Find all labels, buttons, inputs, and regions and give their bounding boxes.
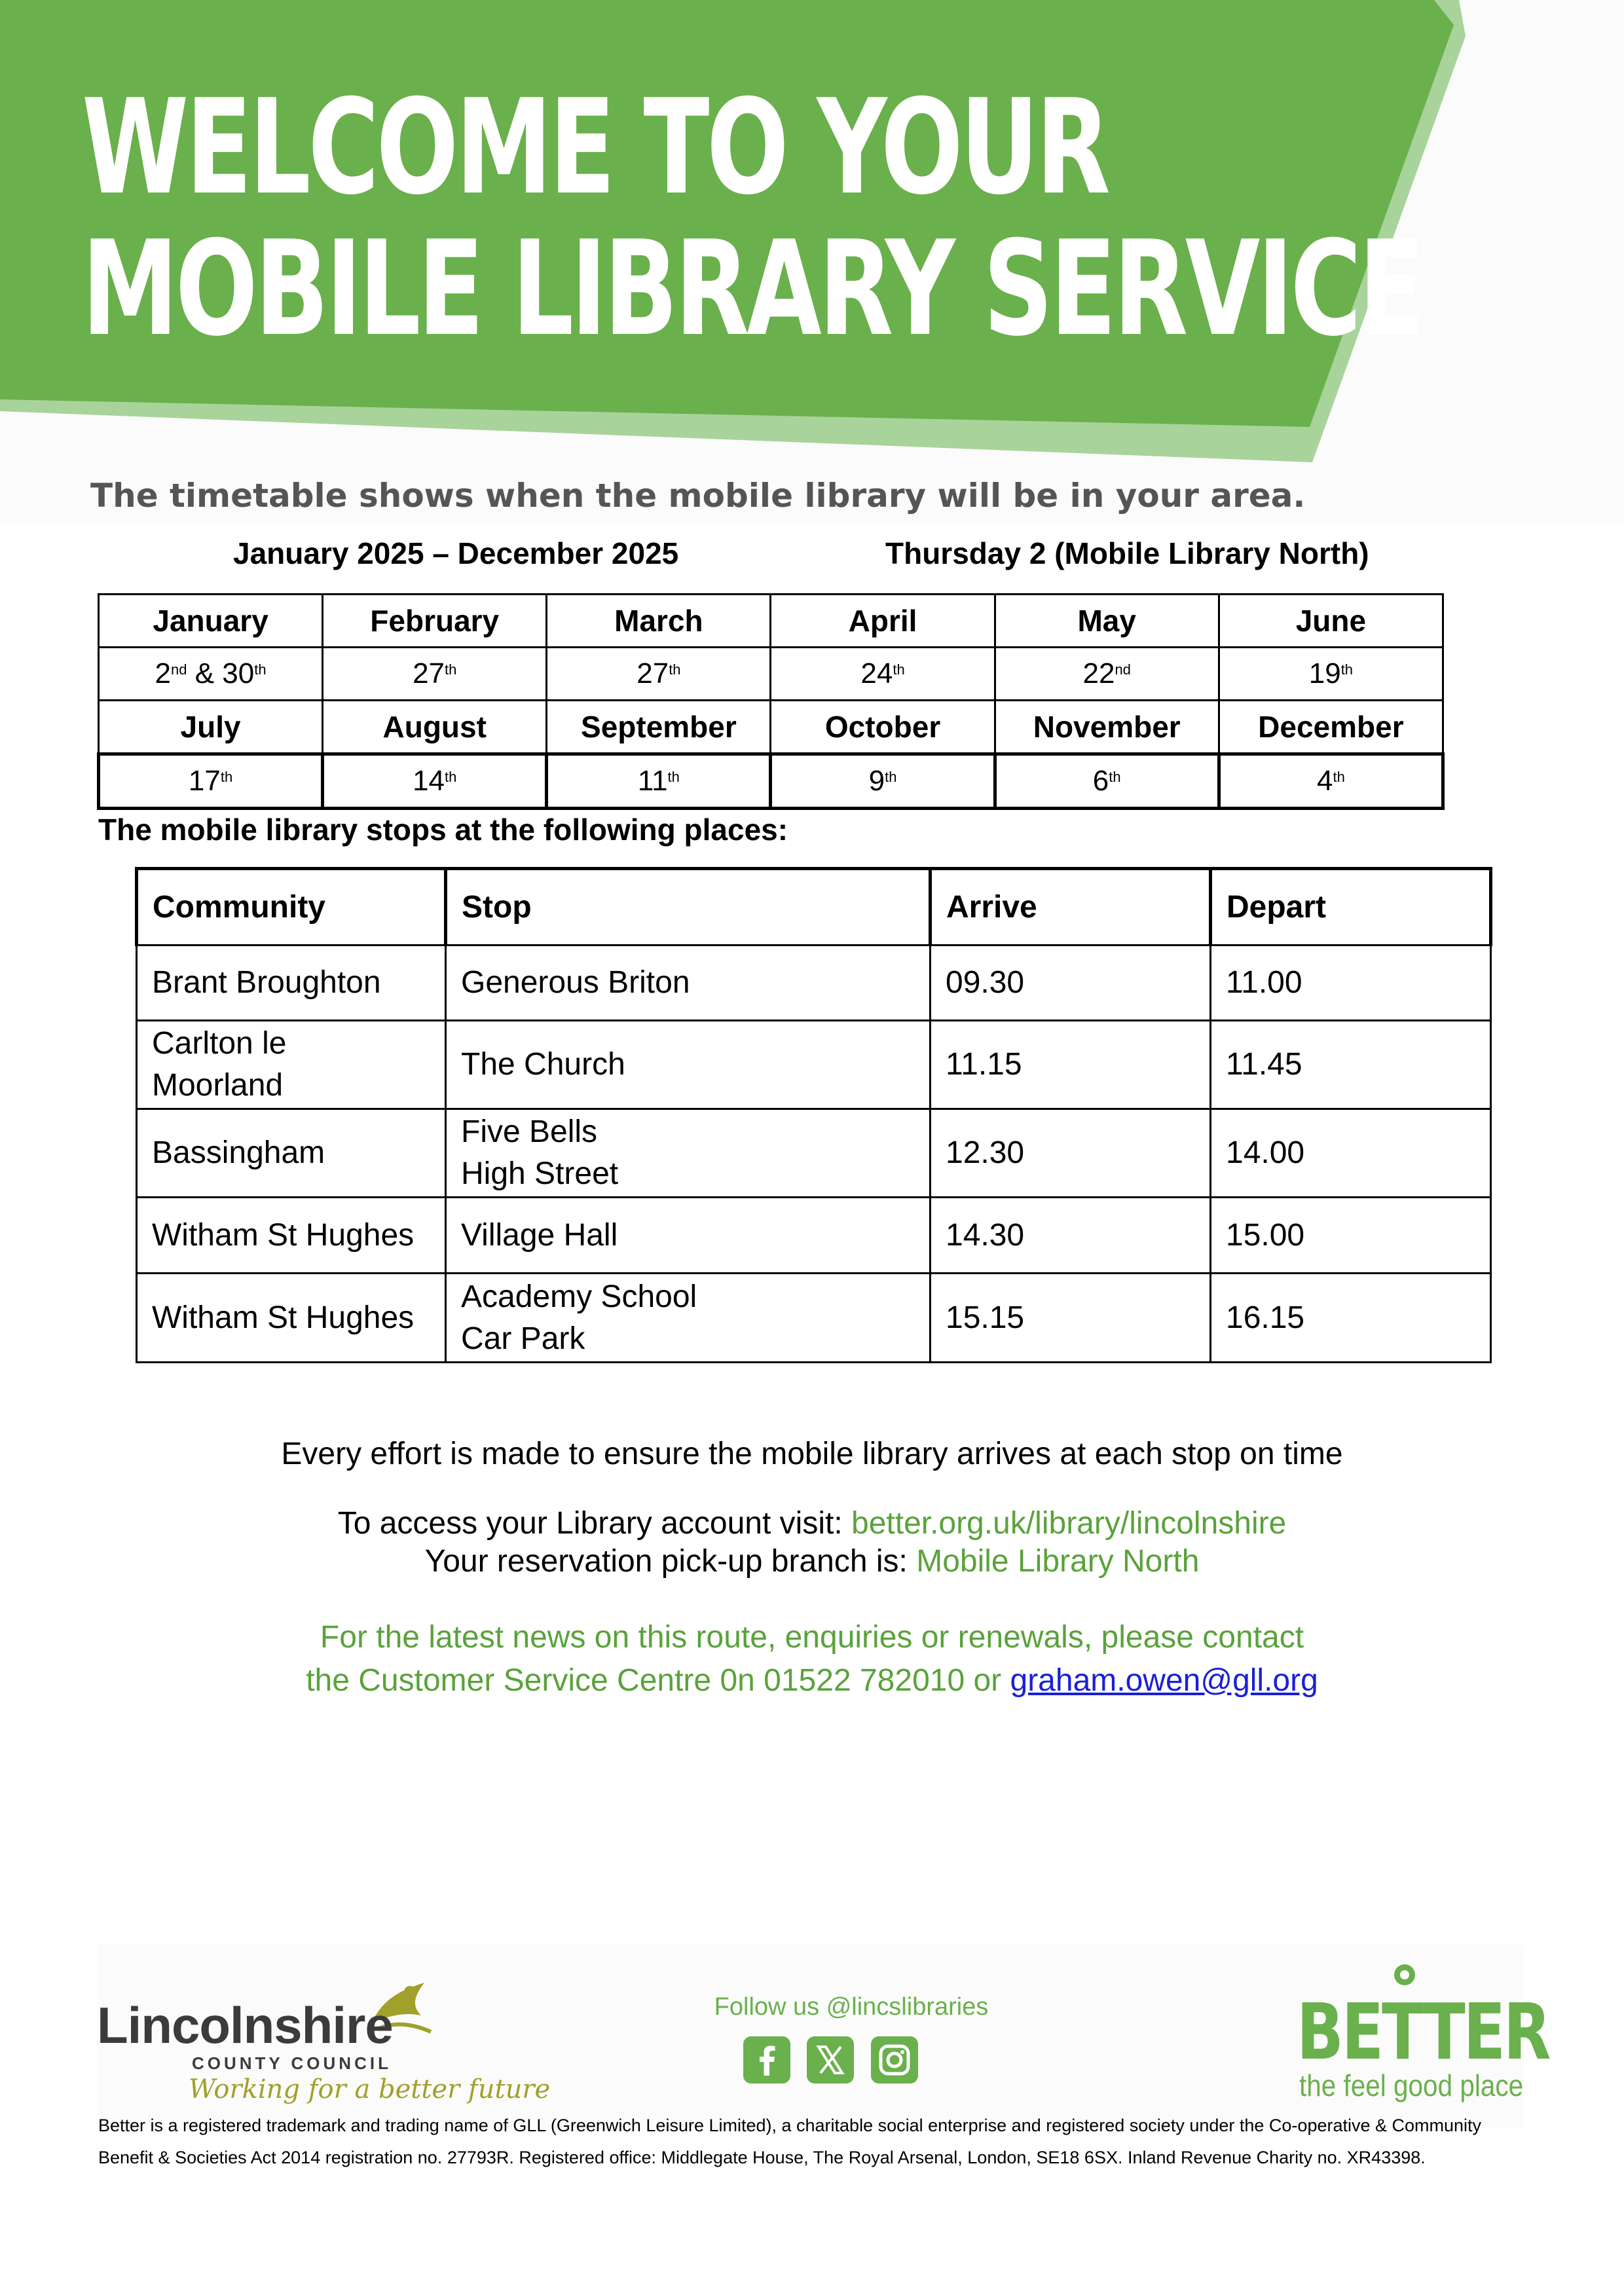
month-cell: December <box>1219 701 1443 754</box>
date-day: 27 <box>413 657 445 689</box>
arrive-cell: 15.15 <box>931 1274 1211 1363</box>
contact-note <box>0 1662 1624 1700</box>
stops-header-row <box>137 869 1491 946</box>
lcc-tagline: Working for a better future <box>189 2074 551 2104</box>
date-day: 14 <box>413 765 445 797</box>
date-suffix: th <box>669 661 681 678</box>
access-note <box>0 1505 1624 1543</box>
month-cell: June <box>1219 595 1443 648</box>
table-row <box>137 1109 1491 1198</box>
date-suffix: th <box>1333 769 1345 785</box>
month-cell: January <box>99 595 323 648</box>
table-row <box>137 1274 1491 1363</box>
date-day: 27 <box>637 657 669 689</box>
arrive-cell: 09.30 <box>931 946 1211 1021</box>
month-cell: August <box>323 701 547 754</box>
stop-cell: Academy School Car Park <box>446 1274 931 1363</box>
table-row <box>137 1021 1491 1109</box>
date-suffix: th <box>254 661 267 678</box>
page-title <box>82 71 1422 365</box>
stop-cell: The Church <box>446 1021 931 1109</box>
date-day: 24 <box>860 657 893 689</box>
date-suffix: nd <box>171 661 187 678</box>
date-suffix: th <box>220 769 233 785</box>
schedule-period: January 2025 – December 2025 <box>233 536 679 570</box>
library-account-link[interactable]: better.org.uk/library/lincolnshire <box>851 1506 1287 1541</box>
depart-cell: 14.00 <box>1211 1109 1491 1198</box>
date-suffix: th <box>1109 769 1121 785</box>
access-prefix: To access your Library account visit: <box>337 1506 851 1541</box>
pickup-branch: Mobile Library North <box>916 1544 1200 1579</box>
month-cell: October <box>771 701 995 754</box>
depart-cell: 11.45 <box>1211 1021 1491 1109</box>
date-cell <box>323 648 547 701</box>
depart-cell: 11.00 <box>1211 946 1491 1021</box>
community-cell: Brant Broughton <box>137 946 446 1021</box>
month-cell: November <box>995 701 1219 754</box>
calendar-dates-row <box>99 648 1443 701</box>
stop-cell: Generous Briton <box>446 946 931 1021</box>
arrive-cell: 14.30 <box>931 1198 1211 1274</box>
date-suffix: th <box>1340 661 1354 678</box>
contact-email-link[interactable]: graham.owen@gll.org <box>1010 1663 1318 1698</box>
table-row <box>137 1198 1491 1274</box>
community-cell: Witham St Hughes <box>137 1198 446 1274</box>
date-cell <box>771 648 995 701</box>
table-row <box>137 946 1491 1021</box>
stops-table <box>135 867 1492 1363</box>
date-day: 17 <box>188 765 221 797</box>
better-tagline: the feel good place <box>1299 2068 1524 2102</box>
instagram-icon[interactable] <box>871 2036 918 2084</box>
schedule-route: Thursday 2 (Mobile Library North) <box>885 536 1369 570</box>
date-cell <box>99 754 323 809</box>
column-header: Community <box>137 869 446 946</box>
arrive-cell: 11.15 <box>931 1021 1211 1109</box>
date-cell <box>547 754 771 809</box>
month-cell: September <box>547 701 771 754</box>
arrive-cell: 12.30 <box>931 1109 1211 1198</box>
x-icon[interactable] <box>807 2036 854 2084</box>
lcc-name: Lincolnshire <box>97 1996 393 2054</box>
date-cell <box>323 754 547 809</box>
calendar-months-row <box>99 701 1443 754</box>
date-suffix: th <box>885 769 897 785</box>
month-cell: February <box>323 595 547 648</box>
date-suffix: th <box>667 769 680 785</box>
pickup-note <box>0 1543 1624 1581</box>
stop-cell: Five Bells High Street <box>446 1109 931 1198</box>
community-cell: Carlton le Moorland <box>137 1021 446 1109</box>
date-day: 6 <box>1092 765 1109 797</box>
follow-us-text: Follow us @lincslibraries <box>714 1993 989 2021</box>
title-line-2: MOBILE LIBRARY SERVICE <box>82 213 1422 365</box>
contact-line-2: the Customer Service Centre 0n 01522 782010 or <box>306 1663 1010 1698</box>
date-cell <box>547 648 771 701</box>
column-header: Stop <box>446 869 931 946</box>
date-cell <box>995 754 1219 809</box>
facebook-icon[interactable] <box>743 2036 790 2084</box>
better-logo <box>1297 1963 1549 2120</box>
header-banner <box>0 0 1624 524</box>
column-header: Depart <box>1211 869 1491 946</box>
contact-line-1: For the latest news on this route, enquiries or renewals, please contact <box>320 1620 1304 1655</box>
calendar-table <box>97 593 1445 810</box>
effort-note: Every effort is made to ensure the mobile library arrives at each stop on time <box>281 1437 1343 1471</box>
date-day: 22 <box>1082 657 1115 689</box>
intro-text: The timetable shows when the mobile library will be in your area. <box>90 477 1306 515</box>
stops-heading: The mobile library stops at the following places: <box>98 813 788 847</box>
column-header: Arrive <box>931 869 1211 946</box>
community-cell: Bassingham <box>137 1109 446 1198</box>
community-cell: Witham St Hughes <box>137 1274 446 1363</box>
calendar-dates-row <box>99 754 1443 809</box>
date-extra: & 30 <box>187 657 255 689</box>
date-cell <box>771 754 995 809</box>
calendar-months-row <box>99 595 1443 648</box>
depart-cell: 15.00 <box>1211 1198 1491 1274</box>
month-cell: May <box>995 595 1219 648</box>
date-suffix: th <box>445 661 457 678</box>
date-suffix: nd <box>1115 661 1131 678</box>
date-suffix: th <box>893 661 905 678</box>
month-cell: April <box>771 595 995 648</box>
legal-text: Better is a registered trademark and trading name of GLL (Greenwich Leisure Limited), a charitable social enterprise and registered society under the Co-operative & Community Benefit & Societies Act 2014 registration no. 27793R. Registered office: Middlegate House, The Royal Arsenal, London, SE18 6SX. Inland Revenue Charity no. XR43398. <box>98 2116 1482 2167</box>
date-suffix: th <box>445 769 457 785</box>
lcc-subtitle: COUNTY COUNCIL <box>192 2053 392 2073</box>
month-cell: March <box>547 595 771 648</box>
better-wordmark: BETTER <box>1297 1987 1549 2077</box>
date-day: 11 <box>637 765 668 797</box>
date-cell <box>1219 648 1443 701</box>
month-cell: July <box>99 701 323 754</box>
title-line-1: WELCOME TO YOUR <box>82 71 1108 224</box>
date-day: 4 <box>1316 765 1333 797</box>
date-day: 9 <box>868 765 885 797</box>
pickup-prefix: Your reservation pick-up branch is: <box>424 1544 917 1579</box>
date-cell <box>1219 754 1443 809</box>
date-day: 19 <box>1308 657 1341 689</box>
stop-cell: Village Hall <box>446 1198 931 1274</box>
depart-cell: 16.15 <box>1211 1274 1491 1363</box>
date-cell <box>995 648 1219 701</box>
date-cell <box>99 648 323 701</box>
date-day: 2 <box>155 657 172 689</box>
